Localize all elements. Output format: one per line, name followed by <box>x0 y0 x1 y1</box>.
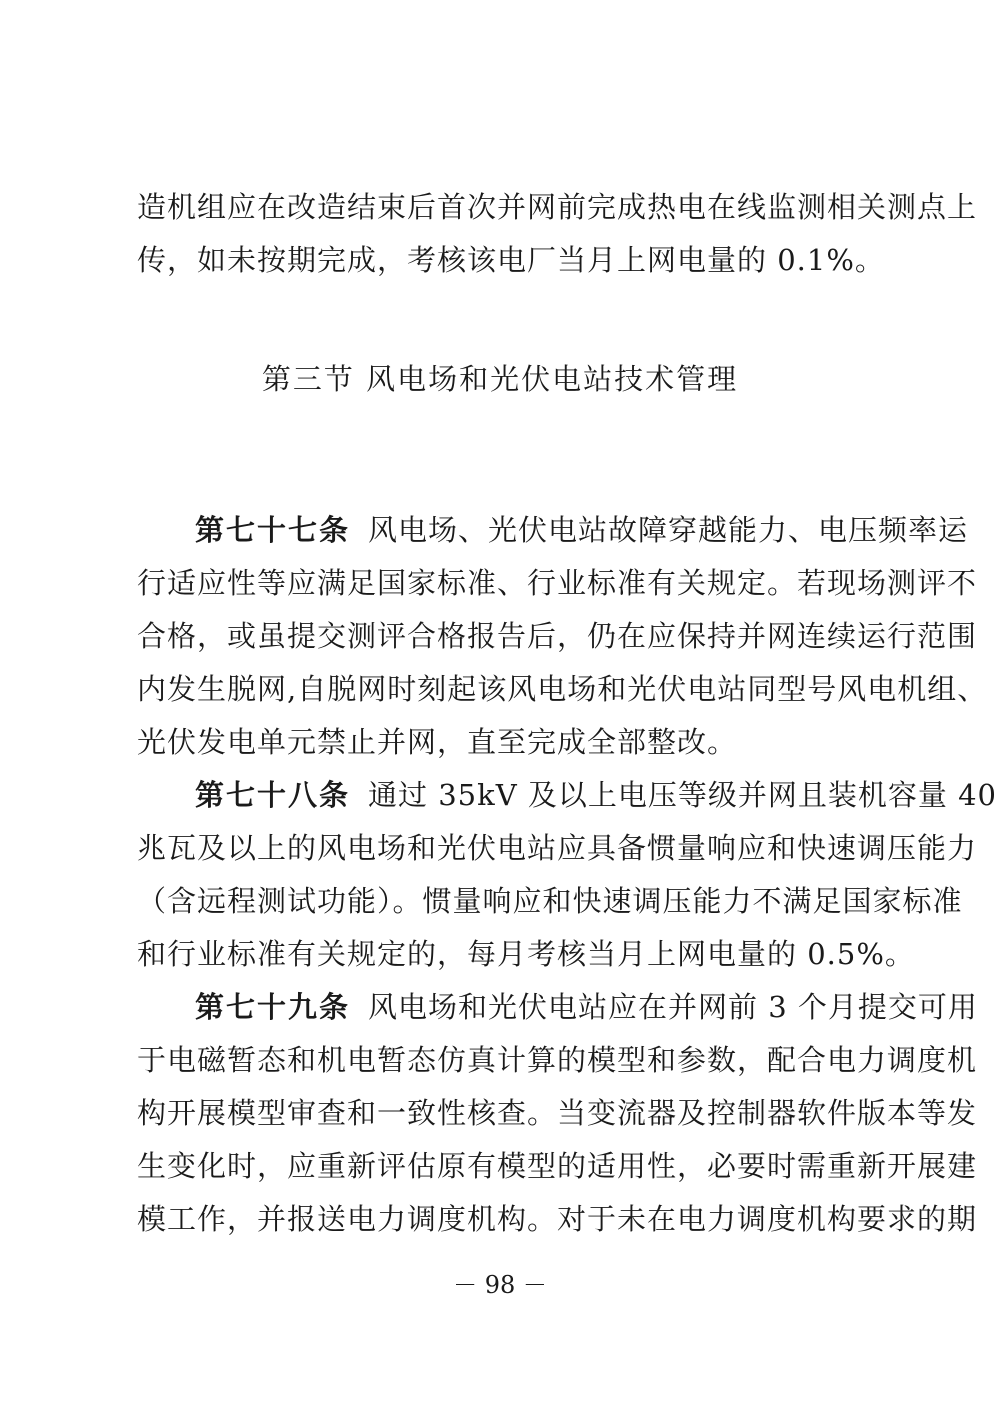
article-78-first-line <box>195 775 997 815</box>
body-line: 和行业标准有关规定的，每月考核当月上网电量的 0.5%。 <box>137 937 915 971</box>
article-79-text: 风电场和光伏电站应在并网前 3 个月提交可用 <box>368 990 978 1024</box>
body-line: 传，如未按期完成，考核该电厂当月上网电量的 0.1%。 <box>137 243 885 277</box>
body-line: 模工作，并报送电力调度机构。对于未在电力调度机构要求的期 <box>137 1202 978 1236</box>
body-line: 造机组应在改造结束后首次并网前完成热电在线监测相关测点上 <box>137 190 978 224</box>
page-number: － 98 － <box>453 1271 547 1299</box>
body-line: 合格，或虽提交测评合格报告后，仍在应保持并网连续运行范围 <box>137 619 978 653</box>
article-78-text: 通过 35kV 及以上电压等级并网且装机容量 40 <box>368 778 997 812</box>
article-79-first-line <box>195 987 978 1027</box>
body-line: （含远程测试功能）。惯量响应和快速调压能力不满足国家标准 <box>137 884 963 918</box>
article-79-title: 第七十九条 <box>195 990 351 1024</box>
article-77-first-line <box>195 510 969 550</box>
body-line: 兆瓦及以上的风电场和光伏电站应具备惯量响应和快速调压能力 <box>137 831 978 865</box>
body-line: 构开展模型审查和一致性核查。当变流器及控制器软件版本等发 <box>137 1096 978 1130</box>
article-77-title: 第七十七条 <box>195 513 351 547</box>
body-line: 内发生脱网,自脱网时刻起该风电场和光伏电站同型号风电机组、 <box>137 672 988 706</box>
section-heading: 第三节 风电场和光伏电站技术管理 <box>261 362 739 396</box>
body-line: 生变化时，应重新评估原有模型的适用性，必要时需重新开展建 <box>137 1149 978 1183</box>
body-line: 光伏发电单元禁止并网，直至完成全部整改。 <box>137 725 738 759</box>
article-78-title: 第七十八条 <box>195 778 351 812</box>
body-line: 于电磁暂态和机电暂态仿真计算的模型和参数，配合电力调度机 <box>137 1043 978 1077</box>
body-line: 行适应性等应满足国家标准、行业标准有关规定。若现场测评不 <box>137 566 978 600</box>
article-77-text: 风电场、光伏电站故障穿越能力、电压频率运 <box>368 513 969 547</box>
